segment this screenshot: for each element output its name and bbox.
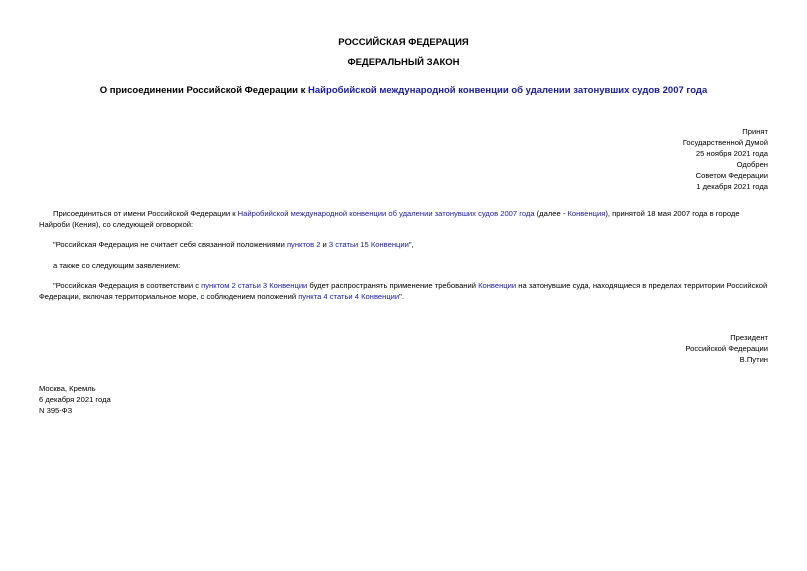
title-convention-link[interactable]: Найробийской международной конвенции об удалении затонувших судов 2007 года	[308, 85, 708, 96]
signature-block	[685, 332, 768, 365]
convention-short-link[interactable]: Конвенции	[478, 281, 517, 290]
clause-link[interactable]: пункта 4 статьи 4 Конвенции	[298, 292, 400, 301]
paragraph-4	[39, 280, 769, 302]
footer-place: Москва, Кремль	[39, 384, 96, 393]
signature-line: Российской Федерации	[685, 344, 768, 353]
paragraph-1	[39, 208, 769, 230]
paragraph-2	[39, 239, 769, 250]
footer-block	[39, 383, 111, 416]
text: на затонувшие суда, находящиеся в пределах территории Российской Федерации, включая территориальное море, с соблюдением положений	[39, 281, 768, 301]
law-type-heading: ФЕДЕРАЛЬНЫЙ ЗАКОН	[347, 57, 460, 68]
footer-number: N 395-ФЗ	[39, 406, 73, 415]
text: и	[320, 240, 329, 249]
adoption-line: Государственной Думой	[682, 138, 768, 147]
paragraph-3: а также со следующим заявлением:	[53, 261, 181, 270]
footer-date: 6 декабря 2021 года	[39, 395, 111, 404]
adoption-block	[683, 126, 768, 192]
adoption-line: 25 ноября 2021 года	[695, 149, 768, 158]
adoption-line: Советом Федерации	[695, 171, 768, 180]
clause-link[interactable]: пунктов 2	[286, 240, 321, 249]
text: "Российская Федерация в соответствии с	[53, 281, 202, 290]
text: ",	[408, 240, 414, 249]
text: ), принятой 18 мая 2007 года в городе Найроби (Кения), со следующей оговоркой:	[39, 209, 740, 229]
adoption-line: Одобрен	[736, 160, 768, 169]
text: будет распространять применение требований	[307, 281, 479, 290]
text: Присоединиться от имени Российской Федерации к	[53, 209, 238, 218]
adoption-line: Принят	[742, 127, 768, 136]
text: (далее -	[534, 209, 568, 218]
clause-link[interactable]: пунктом 2 статьи 3 Конвенции	[201, 281, 308, 290]
title-prefix: О присоединении Российской Федерации к	[99, 85, 309, 96]
convention-link[interactable]: Найробийской международной конвенции об удалении затонувших судов 2007 года	[237, 209, 535, 218]
text: ".	[399, 292, 404, 301]
adoption-line: 1 декабря 2021 года	[696, 182, 768, 191]
document-title	[0, 85, 807, 96]
signature-line: В.Путин	[739, 355, 768, 364]
country-heading: РОССИЙСКАЯ ФЕДЕРАЦИЯ	[338, 37, 469, 48]
signature-line: Президент	[730, 333, 768, 342]
clause-link[interactable]: 3 статьи 15 Конвенции	[328, 240, 409, 249]
convention-short-link[interactable]: Конвенция	[567, 209, 606, 218]
text: "Российская Федерация не считает себя связанной положениями	[53, 240, 287, 249]
